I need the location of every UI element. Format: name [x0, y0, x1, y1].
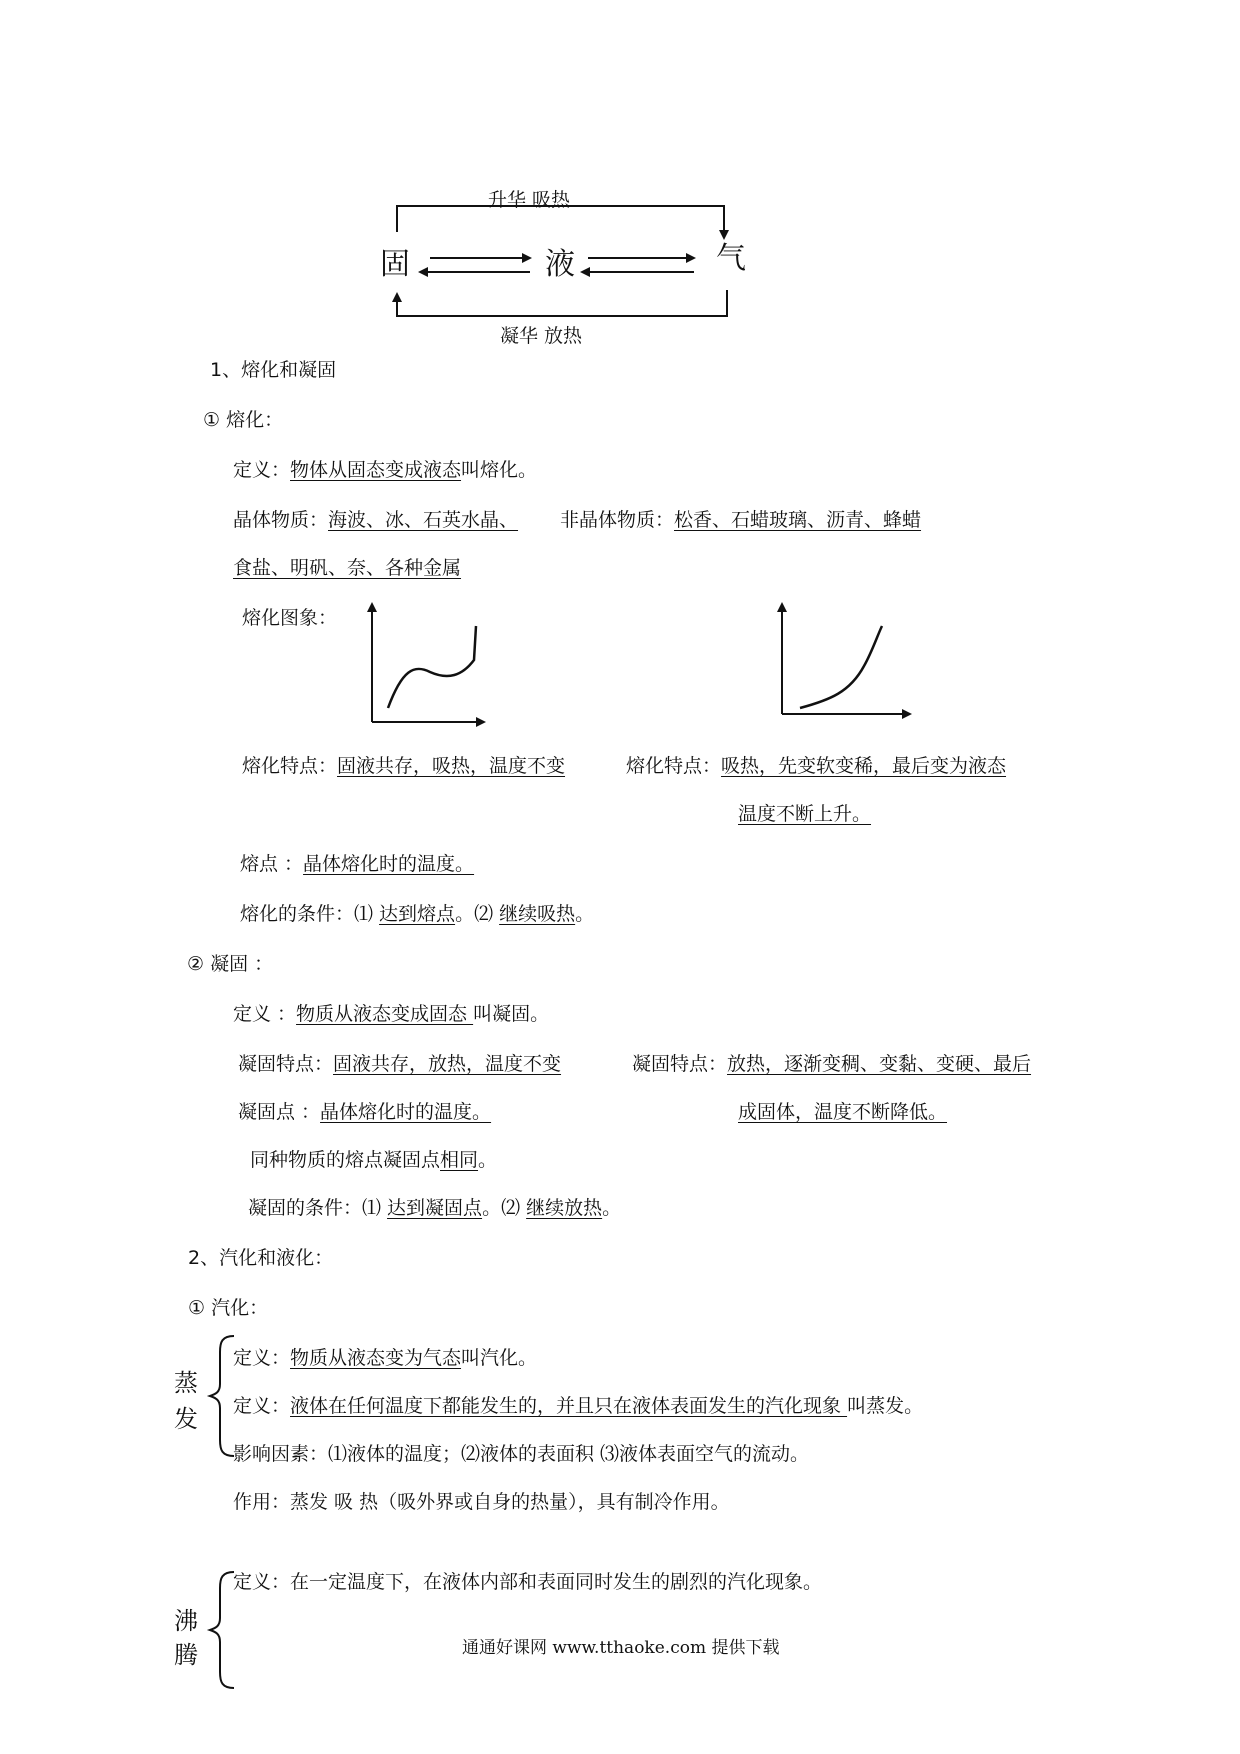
- sublimation-label: 升华 吸热: [488, 189, 571, 211]
- amorphous-melting-feature-cont: 温度不断上升。: [738, 803, 872, 825]
- freezing-conditions: 凝固的条件：⑴ 达到凝固点。⑵ 继续放热。: [248, 1197, 622, 1219]
- crystal-melting-feature: 熔化特点：固液共存，吸热，温度不变: [242, 755, 566, 777]
- boiling-brace: [210, 1572, 234, 1688]
- crystal-substances: 晶体物质：海波、冰、石英水晶、: [233, 509, 519, 531]
- evaporation-brace: [210, 1336, 234, 1456]
- gas-label: 气: [716, 241, 746, 276]
- boiling-side-label-2: 腾: [174, 1641, 198, 1669]
- section-2-heading: 2、汽化和液化：: [188, 1247, 334, 1269]
- evaporation-side-label-1: 蒸: [174, 1369, 198, 1397]
- evaporation-effect: 作用：蒸发 吸 热（吸外界或自身的热量），具有制冷作用。: [233, 1491, 730, 1513]
- footer-text: 通通好课网 www.tthaoke.com 提供下载: [462, 1638, 780, 1658]
- evaporation-side-label-2: 发: [174, 1405, 198, 1433]
- crystal-melting-graph: [372, 604, 484, 722]
- melting-conditions: 熔化的条件：⑴ 达到熔点。⑵ 继续吸热。: [240, 903, 595, 925]
- amorphous-freezing-feature-cont: 成固体，温度不断降低。: [738, 1101, 948, 1123]
- melting-heading: ① 熔化：: [203, 409, 284, 431]
- amorphous-melting-feature: 熔化特点：吸热，先变软变稀，最后变为液态: [626, 755, 1007, 777]
- section-1-heading: 1、熔化和凝固: [210, 359, 337, 381]
- crystal-substances-cont: 食盐、明矾、奈、各种金属: [233, 557, 462, 579]
- freezing-definition: 定义 ：物质从液态变成固态 叫凝固。: [233, 1003, 550, 1025]
- liquid-label: 液: [545, 247, 575, 282]
- vaporization-heading: ① 汽化：: [188, 1297, 269, 1319]
- amorphous-freezing-feature: 凝固特点：放热，逐渐变稠、变黏、变硬、最后: [632, 1053, 1032, 1075]
- deposition-arrow: [397, 290, 727, 316]
- freezing-heading: ② 凝固 ：: [187, 953, 274, 975]
- amorphous-melting-graph: [782, 604, 910, 714]
- evaporation-definition: 定义：液体在任何温度下都能发生的，并且只在液体表面发生的汽化现象 叫蒸发。: [233, 1395, 924, 1417]
- amorphous-substances: 非晶体物质：松香、石蜡玻璃、沥青、蜂蜡: [560, 509, 922, 531]
- melting-point: 熔点 ：晶体熔化时的温度。: [240, 853, 475, 875]
- vaporization-definition: 定义：物质从液态变为气态叫汽化。: [233, 1347, 538, 1369]
- boiling-side-label-1: 沸: [174, 1607, 198, 1635]
- evaporation-factors: 影响因素：⑴液体的温度；⑵液体的表面积 ⑶液体表面空气的流动。: [233, 1443, 810, 1465]
- deposition-label: 凝华 放热: [500, 325, 583, 347]
- same-point-note: 同种物质的熔点凝固点相同。: [250, 1149, 498, 1171]
- crystal-freezing-feature: 凝固特点：固液共存，放热，温度不变: [238, 1053, 562, 1075]
- solid-label: 固: [380, 247, 410, 282]
- boiling-definition: 定义：在一定温度下，在液体内部和表面同时发生的剧烈的汽化现象。: [233, 1571, 823, 1593]
- freezing-point: 凝固点 ：晶体熔化时的温度。: [238, 1101, 492, 1123]
- melting-definition: 定义：物体从固态变成液态叫熔化。: [233, 459, 538, 481]
- melting-graph-label: 熔化图象：: [242, 607, 338, 629]
